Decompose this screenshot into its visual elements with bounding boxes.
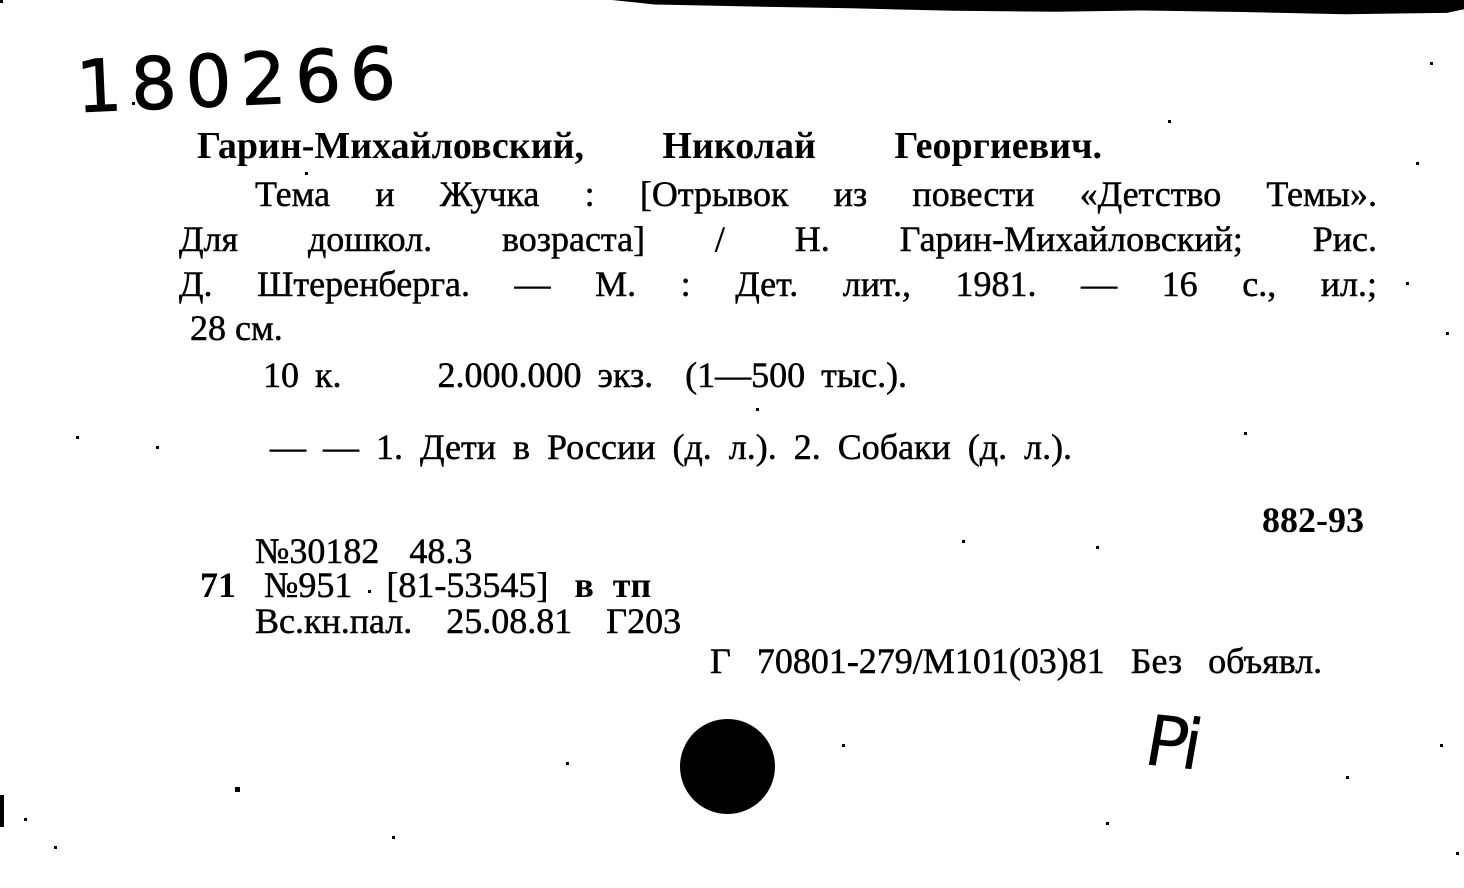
imprint-line: Д. Штеренберга. — М. : Дет. лит., 1981. — 16 с., ил.; (179, 264, 1377, 304)
scan-edge-tick (0, 795, 4, 827)
book-chamber-line: Вс.кн.пал. 25.08.81 Г203 (255, 601, 682, 641)
title-statement-line-1: Тема и Жучка : [Отрывок из повести «Детство Темы». (255, 174, 1377, 214)
scan-noise-speckles (0, 0, 3, 3)
registry-batch-suffix: в тп (574, 565, 652, 605)
price-printrun-line: 10 к. 2.000.000 экз. (1—500 тыс.). (263, 355, 908, 395)
registry-series-number: 71 (200, 565, 236, 605)
registry-order-line: №30182 48.3 (255, 531, 473, 571)
hole-punch-circle (680, 719, 775, 814)
udc-number: 882-93 (1262, 500, 1364, 540)
catalog-code-line: Г 70801-279/М101(03)81 Без объявл. (710, 641, 1323, 681)
title-statement-line-2: Для дошкол. возраста] / Н. Гарин-Михайловский; Рис. (179, 219, 1377, 259)
format-line: 28 см. (190, 308, 283, 348)
author-heading: Гарин-Михайловский, Николай Георгиевич. (197, 125, 1102, 167)
handwritten-pi-mark: Pi (1139, 699, 1206, 787)
scan-edge-artifact (612, 0, 1464, 15)
handwritten-accession-number: 180266 (74, 30, 407, 130)
subject-tracings-line: — — 1. Дети в России (д. л.). 2. Собаки (д. л.). (270, 427, 1073, 467)
registry-batch-line: №951 [81-53545] (264, 565, 549, 605)
